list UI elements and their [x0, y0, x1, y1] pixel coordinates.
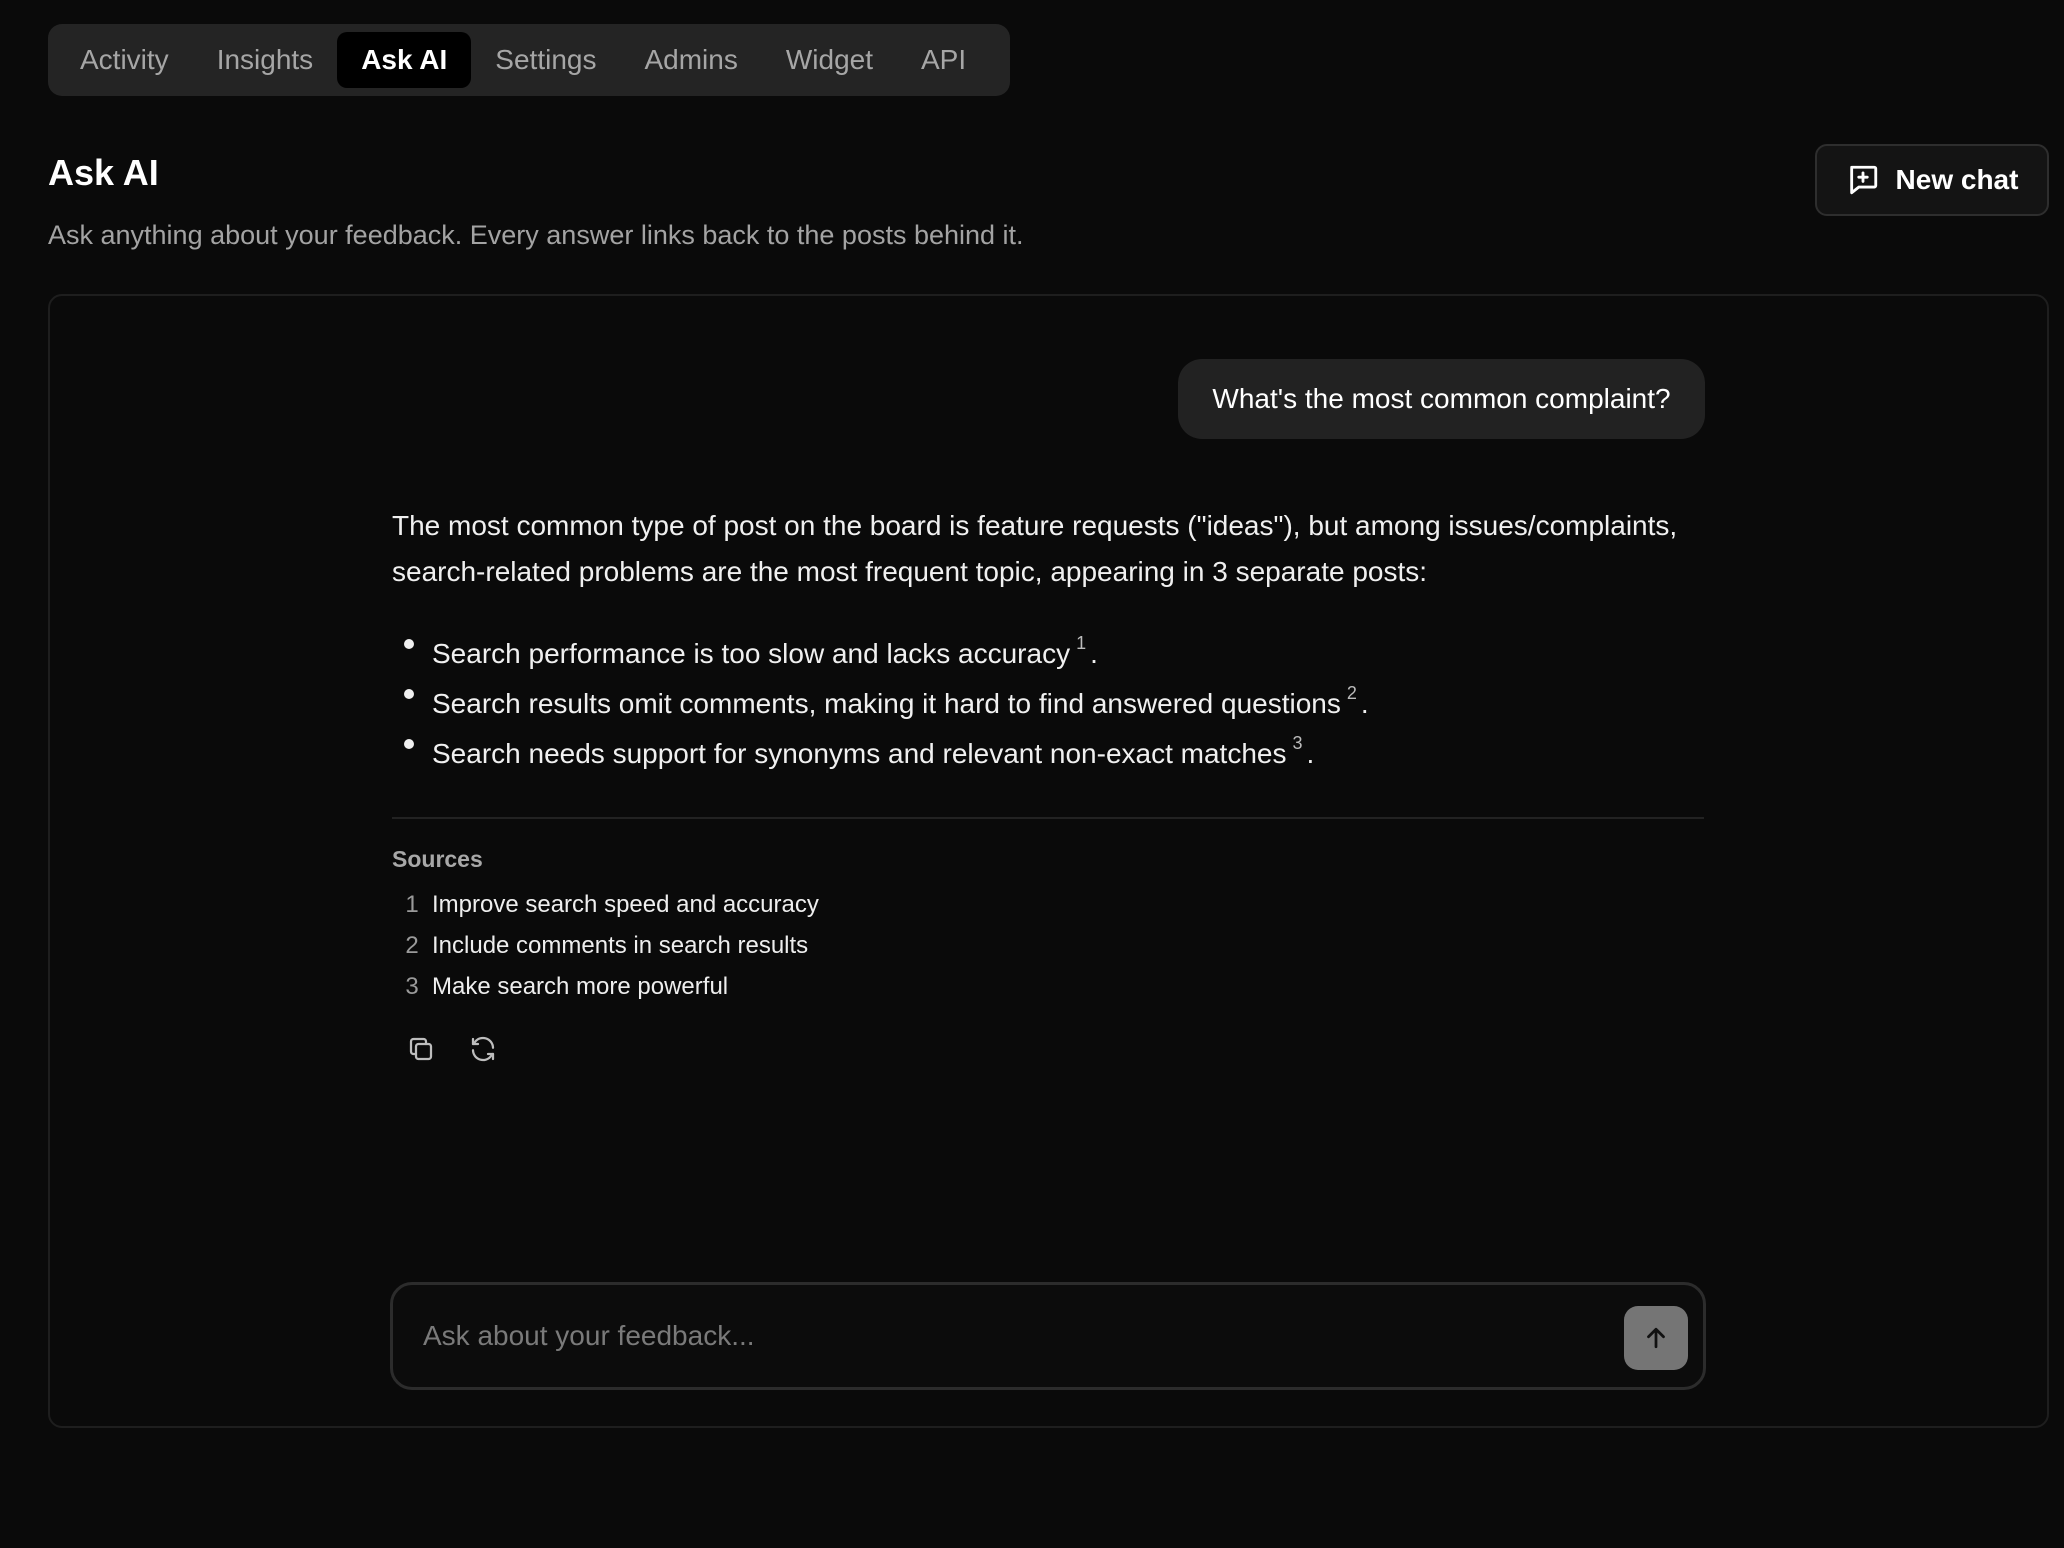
source-number: 2: [405, 931, 419, 959]
tab-insights[interactable]: Insights: [216, 44, 314, 75]
citation-link[interactable]: 3: [1292, 733, 1303, 753]
tab-api[interactable]: API: [921, 44, 967, 75]
message-plus-icon: [1846, 163, 1880, 197]
new-chat-label: New chat: [1895, 164, 2019, 195]
list-item: [392, 718, 1712, 768]
bullet-end: .: [1090, 638, 1098, 669]
source-title: Improve search speed and accuracy: [432, 890, 819, 918]
arrow-up-icon: [1641, 1323, 1671, 1353]
bullet-text: Search performance is too slow and lacks accuracy: [432, 638, 1071, 669]
copy-button[interactable]: [404, 1030, 438, 1068]
tab-ask-ai[interactable]: Ask AI: [337, 32, 471, 88]
copy-icon: [406, 1034, 436, 1064]
source-title: Make search more powerful: [432, 972, 729, 1000]
source-link[interactable]: [392, 966, 819, 1007]
sources-title: Sources: [392, 846, 483, 872]
ask-input[interactable]: [423, 1285, 1603, 1387]
user-message-bubble: What's the most common complaint?: [1178, 359, 1705, 439]
regenerate-button[interactable]: [466, 1030, 500, 1068]
bullet-text: Search needs support for synonyms and relevant non-exact matches: [432, 738, 1287, 769]
source-number: 1: [405, 890, 419, 918]
citation-link[interactable]: 1: [1076, 633, 1087, 653]
chat-panel: [48, 294, 2049, 1428]
list-item: [392, 668, 1712, 718]
source-number: 3: [405, 972, 419, 1000]
list-item: [392, 618, 1712, 668]
citation-link[interactable]: 2: [1346, 683, 1357, 703]
tab-settings[interactable]: Settings: [495, 44, 597, 75]
tab-bar: [48, 24, 1010, 96]
source-title: Include comments in search results: [432, 931, 809, 959]
source-link[interactable]: [392, 884, 819, 925]
answer-bullet-list: [392, 618, 1712, 768]
new-chat-button[interactable]: [1815, 144, 2049, 216]
tab-admins[interactable]: Admins: [644, 44, 738, 75]
sources-list: [392, 884, 819, 1007]
regenerate-icon: [468, 1034, 498, 1064]
bullet-end: .: [1306, 738, 1315, 769]
page-title: Ask AI: [48, 152, 159, 193]
chat-composer: [390, 1282, 1706, 1390]
message-actions: [404, 1030, 500, 1068]
assistant-answer-intro: The most common type of post on the board is feature requests ("ideas"), but among issues/complaints, search-related problems are the most frequent topic, appearing in 3 separate posts:: [392, 510, 1678, 587]
source-link[interactable]: [392, 925, 819, 966]
tab-widget[interactable]: Widget: [785, 44, 873, 75]
bullet-text: Search results omit comments, making it hard to find answered questions: [432, 688, 1341, 719]
tab-activity[interactable]: Activity: [80, 44, 169, 75]
send-button[interactable]: [1624, 1306, 1688, 1370]
divider: [392, 817, 1704, 819]
bullet-end: .: [1360, 688, 1369, 719]
page-subtitle: Ask anything about your feedback. Every answer links back to the posts behind it.: [48, 220, 1024, 250]
